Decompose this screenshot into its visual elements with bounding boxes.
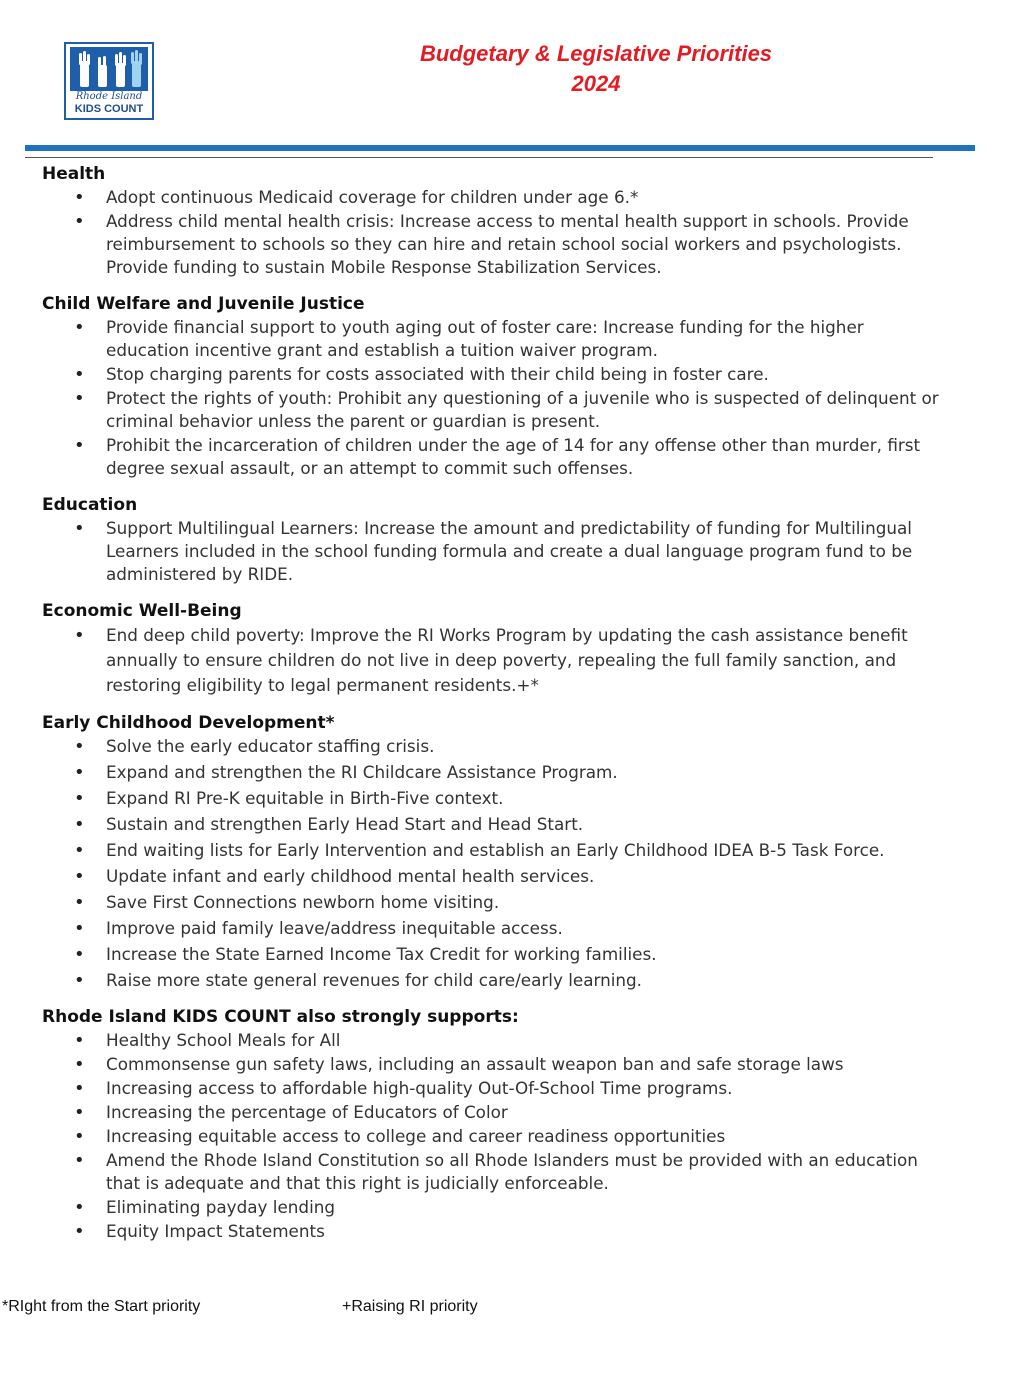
header-rule-thick <box>25 145 975 151</box>
header-rule-thin <box>25 157 933 158</box>
list-item: • Adopt continuous Medicaid coverage for children under age 6.* <box>42 186 952 209</box>
page-year: 2024 <box>571 71 621 96</box>
list-item: • Expand RI Pre-K equitable in Birth-Five context. <box>42 787 952 810</box>
bullet-list <box>42 186 952 279</box>
list-item: • Update infant and early childhood mental health services. <box>42 865 952 888</box>
list-item: • Eliminating payday lending <box>42 1196 952 1219</box>
list-item: • Improve paid family leave/address inequitable access. <box>42 917 952 940</box>
page-title: Budgetary & Legislative Priorities <box>419 41 773 66</box>
logo-text-rhode-island: Rhode Island <box>75 91 143 102</box>
section-also-supports <box>42 1006 952 1243</box>
list-item: • Amend the Rhode Island Constitution so all Rhode Islanders must be provided with an education that is adequate and that this right is judicially enforceable. <box>42 1149 952 1195</box>
section-heading: Child Welfare and Juvenile Justice <box>42 294 365 314</box>
bullet-list <box>42 316 952 480</box>
footnote-right-from-the-start: *RIght from the Start priority <box>2 1298 201 1315</box>
list-item: • End waiting lists for Early Intervention and establish an Early Childhood IDEA B-5 Task Force. <box>42 839 952 862</box>
list-item: • Stop charging parents for costs associated with their child being in foster care. <box>42 363 952 386</box>
section-economic-well-being <box>42 600 952 698</box>
list-item: • Prohibit the incarceration of children under the age of 14 for any offense other than murder, first degree sexual assault, or an attempt to commit such offenses. <box>42 434 952 480</box>
section-heading: Economic Well-Being <box>42 601 242 621</box>
list-item: • Raise more state general revenues for child care/early learning. <box>42 969 952 992</box>
list-item: • Address child mental health crisis: Increase access to mental health support in schools. Provide reimbursement to schools so they can hire and retain school social workers and psychologists. Provide funding to sustain Mobile Response Stabilization Services. <box>42 210 952 279</box>
list-item: • Increasing equitable access to college and career readiness opportunities <box>42 1125 952 1148</box>
section-heading: Education <box>42 495 138 515</box>
list-item: • Increase the State Earned Income Tax Credit for working families. <box>42 943 952 966</box>
section-education <box>42 494 952 586</box>
list-item: • Healthy School Meals for All <box>42 1029 952 1052</box>
list-item: • Save First Connections newborn home visiting. <box>42 891 952 914</box>
section-child-welfare <box>42 293 952 480</box>
bullet-list <box>42 517 952 586</box>
bullet-list <box>42 1029 952 1243</box>
footnote-raising-ri: +Raising RI priority <box>342 1298 478 1315</box>
list-item: • Increasing the percentage of Educators of Color <box>42 1101 952 1124</box>
list-item: • Commonsense gun safety laws, including an assault weapon ban and safe storage laws <box>42 1053 952 1076</box>
section-early-childhood <box>42 712 952 992</box>
list-item: • Increasing access to affordable high-quality Out-Of-School Time programs. <box>42 1077 952 1100</box>
rhode-island-kids-count-logo <box>64 42 154 120</box>
logo-text-kids-count: KIDS COUNT <box>74 103 144 115</box>
list-item: • Support Multilingual Learners: Increase the amount and predictability of funding for Multilingual Learners included in the school funding formula and create a dual language program fund to be administered by RIDE. <box>42 517 952 586</box>
priorities-content <box>42 163 952 1257</box>
list-item: • Solve the early educator staffing crisis. <box>42 735 952 758</box>
section-heading: Rhode Island KIDS COUNT also strongly supports: <box>42 1007 519 1027</box>
list-item: • Provide financial support to youth aging out of foster care: Increase funding for the higher education incentive grant and establish a tuition waiver program. <box>42 316 952 362</box>
bullet-list <box>42 623 952 698</box>
section-health <box>42 163 952 279</box>
list-item: • End deep child poverty: Improve the RI Works Program by updating the cash assistance benefit annually to ensure children do not live in deep poverty, repealing the full family sanction, and restoring eligibility to legal permanent residents.+* <box>42 623 952 698</box>
raised-hands-logo-icon <box>70 47 148 91</box>
bullet-list <box>42 735 952 992</box>
list-item: • Sustain and strengthen Early Head Start and Head Start. <box>42 813 952 836</box>
list-item: • Equity Impact Statements <box>42 1220 952 1243</box>
list-item: • Expand and strengthen the RI Childcare Assistance Program. <box>42 761 952 784</box>
list-item: • Protect the rights of youth: Prohibit any questioning of a juvenile who is suspected of delinquent or criminal behavior unless the parent or guardian is present. <box>42 387 952 433</box>
section-heading: Health <box>42 164 106 184</box>
section-heading: Early Childhood Development* <box>42 713 335 733</box>
